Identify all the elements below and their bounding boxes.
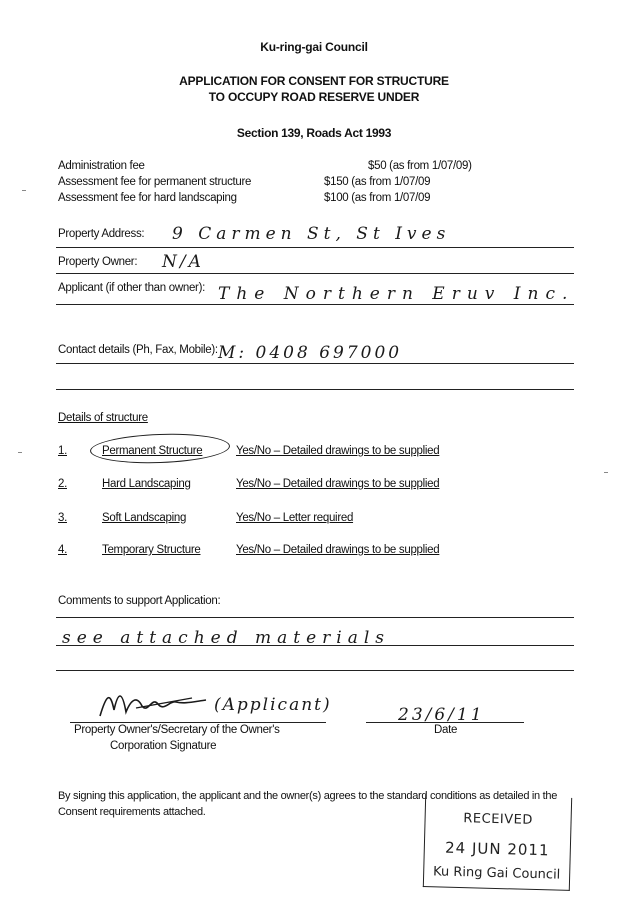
date-caption: Date bbox=[434, 724, 458, 736]
structure-name-hard: Hard Landscaping bbox=[102, 478, 191, 490]
structure-num-2: 2. bbox=[58, 478, 67, 490]
property-owner-label: Property Owner: bbox=[58, 256, 138, 268]
structure-option-hard[interactable]: Yes/No – Detailed drawings to be supplied bbox=[236, 478, 440, 490]
circled-selection-mark bbox=[90, 432, 231, 466]
comments-line-2 bbox=[56, 645, 574, 646]
details-of-structure-heading: Details of structure bbox=[58, 412, 148, 424]
fee-amount-admin: $50 (as from 1/07/09) bbox=[368, 160, 472, 172]
footer-text-line2: Consent requirements attached. bbox=[58, 806, 206, 818]
structure-num-1: 1. bbox=[58, 445, 67, 457]
structure-name-temporary: Temporary Structure bbox=[102, 544, 201, 556]
stamp-date: 24 JUN 2011 bbox=[444, 838, 550, 860]
footer-text-line1: By signing this application, the applicant and the owner(s) agrees to the standard conditions as detailed in the bbox=[58, 790, 558, 802]
applicant-field[interactable]: The Northern Eruv Inc. bbox=[218, 284, 575, 304]
property-owner-field[interactable]: N/A bbox=[162, 252, 204, 272]
structure-name-permanent: Permanent Structure bbox=[102, 445, 203, 457]
signature-applicant-note: (Applicant) bbox=[214, 695, 332, 715]
owner-signature-caption-line2: Corporation Signature bbox=[110, 740, 217, 752]
contact-line-1 bbox=[56, 363, 574, 364]
form-title-line1: APPLICATION FOR CONSENT FOR STRUCTURE bbox=[179, 74, 449, 88]
fee-label-hard-landscaping: Assessment fee for hard landscaping bbox=[58, 192, 237, 204]
comments-line-3 bbox=[56, 670, 574, 671]
comments-line-1 bbox=[56, 617, 574, 618]
owner-signature-caption-line1: Property Owner's/Secretary of the Owner's bbox=[74, 724, 280, 736]
structure-num-4: 4. bbox=[58, 544, 67, 556]
stamp-received: RECEIVED bbox=[463, 811, 534, 828]
stamp-council: Ku Ring Gai Council bbox=[432, 864, 561, 883]
property-address-field[interactable]: 9 Carmen St, St Ives bbox=[172, 224, 451, 244]
address-line bbox=[56, 247, 574, 248]
contact-details-field[interactable]: M: 0408 697000 bbox=[218, 343, 403, 363]
section-reference: Section 139, Roads Act 1993 bbox=[236, 126, 392, 140]
structure-option-permanent[interactable]: Yes/No – Detailed drawings to be supplied bbox=[236, 445, 440, 457]
date-line bbox=[366, 722, 524, 723]
handwritten-signature bbox=[96, 686, 216, 722]
applicant-label: Applicant (if other than owner): bbox=[58, 282, 206, 294]
fee-amount-permanent: $150 (as from 1/07/09 bbox=[324, 176, 431, 188]
property-address-label: Property Address: bbox=[58, 228, 145, 240]
owner-line bbox=[56, 273, 574, 274]
date-field[interactable]: 23/6/11 bbox=[398, 705, 485, 725]
received-stamp bbox=[423, 794, 572, 891]
fee-label-permanent: Assessment fee for permanent structure bbox=[58, 176, 252, 188]
contact-details-label: Contact details (Ph, Fax, Mobile): bbox=[58, 344, 218, 356]
structure-name-soft: Soft Landscaping bbox=[102, 512, 187, 524]
council-name: Ku-ring-gai Council bbox=[260, 40, 368, 54]
scan-speck bbox=[18, 452, 22, 453]
contact-line-2 bbox=[56, 389, 574, 390]
form-title-line2: TO OCCUPY ROAD RESERVE UNDER bbox=[208, 90, 420, 104]
comments-label: Comments to support Application: bbox=[58, 595, 221, 607]
structure-num-3: 3. bbox=[58, 512, 67, 524]
fee-amount-hard-landscaping: $100 (as from 1/07/09 bbox=[324, 192, 431, 204]
applicant-line bbox=[56, 304, 574, 305]
scan-speck bbox=[604, 472, 608, 473]
comments-field[interactable]: see attached materials bbox=[62, 628, 391, 648]
signature-line bbox=[70, 722, 326, 723]
fee-label-admin: Administration fee bbox=[58, 160, 145, 172]
structure-option-temporary[interactable]: Yes/No – Detailed drawings to be supplied bbox=[236, 544, 440, 556]
structure-option-soft[interactable]: Yes/No – Letter required bbox=[236, 512, 354, 524]
scan-speck bbox=[22, 190, 26, 191]
